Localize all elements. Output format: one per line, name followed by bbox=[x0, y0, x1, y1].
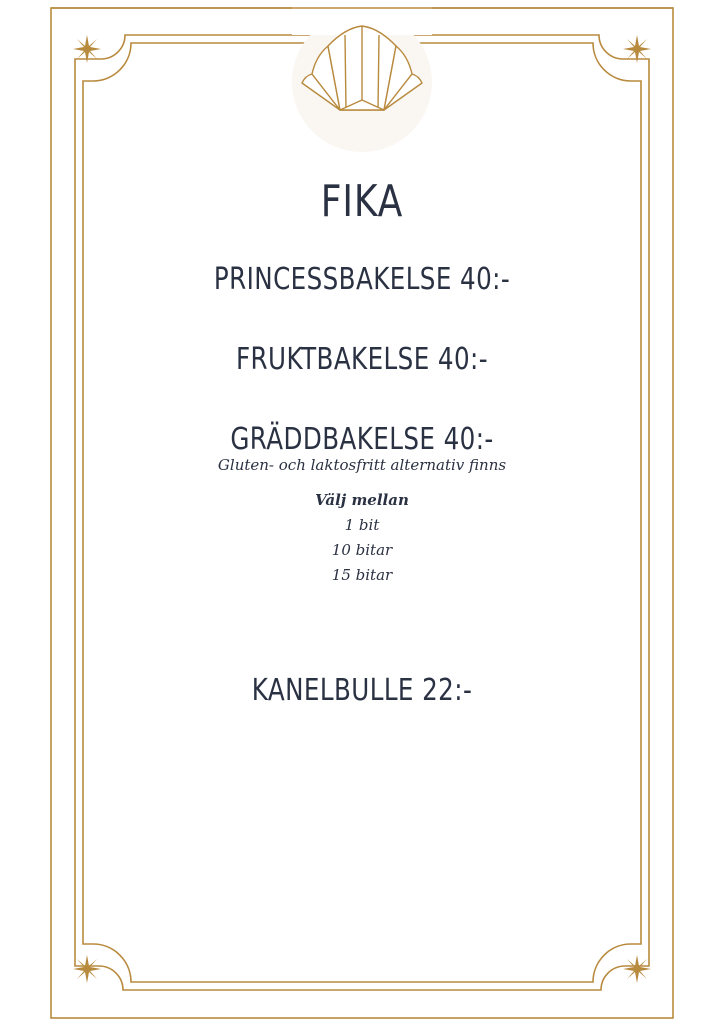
choice-heading: Välj mellan bbox=[315, 491, 409, 509]
choice-option: 10 bitar bbox=[331, 541, 393, 559]
choice-option: 15 bitar bbox=[331, 566, 393, 584]
menu-item-fruktbakelse: FRUKTBAKELSE 40:- bbox=[235, 342, 488, 377]
menu-title: FIKA bbox=[320, 176, 404, 227]
allergy-note: Gluten- och laktosfritt alternativ finns bbox=[217, 456, 507, 474]
menu-item-princessbakelse: PRINCESSBAKELSE 40:- bbox=[213, 262, 511, 297]
menu-item-graddbakelse: GRÄDDBAKELSE 40:- bbox=[230, 422, 494, 457]
menu-item-kanelbulle: KANELBULLE 22:- bbox=[251, 673, 473, 708]
choice-option: 1 bit bbox=[344, 516, 380, 534]
